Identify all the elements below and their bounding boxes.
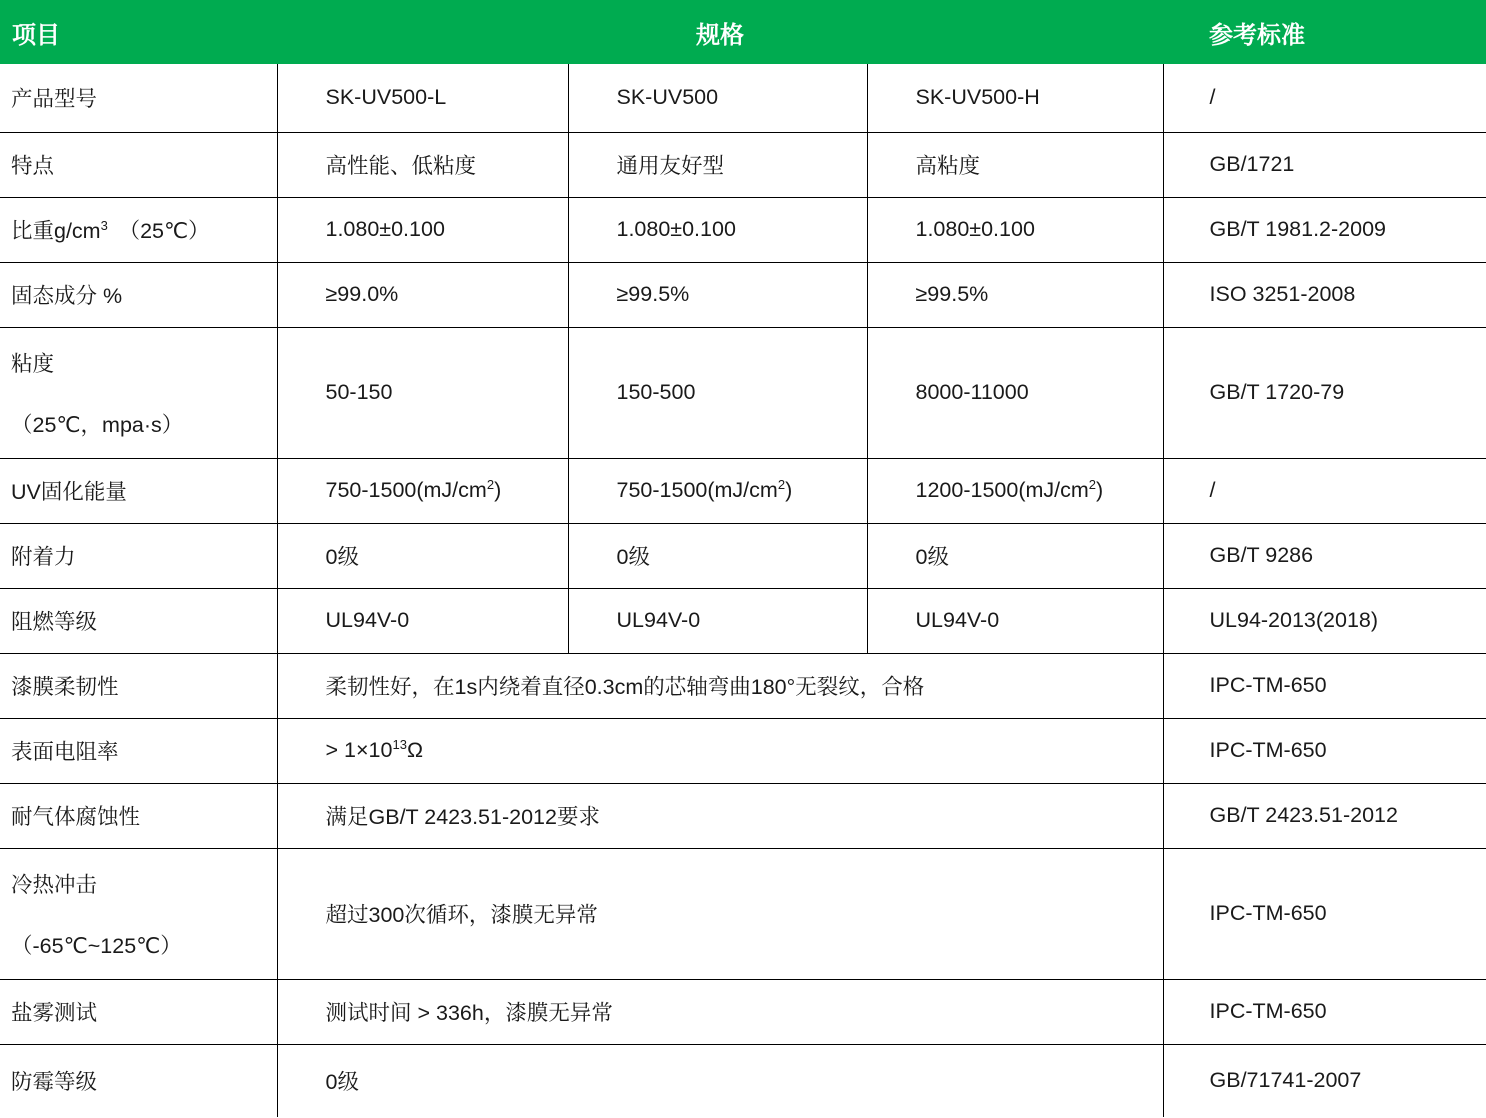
- ref-cell: GB/71741-2007: [1209, 1068, 1362, 1093]
- row-label: 防霉等级: [0, 1044, 277, 1117]
- spec-cell: 8000-11000: [867, 327, 1163, 458]
- spec-cell: [867, 458, 1163, 523]
- spec-cell: 0级: [867, 523, 1163, 588]
- spec-cell: 1.080±0.100: [277, 197, 568, 262]
- spec-cell: [277, 458, 568, 523]
- merged-spec-cell: 测试时间 > 336h，漆膜无异常: [277, 979, 1163, 1044]
- sup-exponent: 2: [777, 476, 786, 492]
- merged-spec-cell: [277, 718, 1163, 783]
- ref-cell: GB/T 9286: [1163, 523, 1486, 588]
- ref-cell: GB/1721: [1163, 132, 1486, 197]
- spec-cell: 1.080±0.100: [867, 197, 1163, 262]
- cell-text: 1200-1500(mJ/cm: [915, 478, 1089, 502]
- merged-spec-cell: 0级: [277, 1044, 1163, 1117]
- row-label: [0, 327, 277, 458]
- spec-cell: UL94V-0: [277, 588, 568, 653]
- cell-text: Ω: [406, 738, 424, 762]
- spec-cell: UL94V-0: [867, 588, 1163, 653]
- ref-cell: /: [1163, 64, 1486, 132]
- row-label: 阻燃等级: [0, 588, 277, 653]
- row-label: 表面电阻率: [0, 718, 277, 783]
- ref-cell: /: [1163, 458, 1486, 523]
- row-label: [0, 848, 277, 979]
- row-label: 盐雾测试: [0, 979, 277, 1044]
- header-item: 项目: [0, 0, 277, 64]
- spec-cell: ≥99.5%: [568, 262, 867, 327]
- row-film-flexibility: [0, 653, 1486, 718]
- spec-cell: 高性能、低粘度: [277, 132, 568, 197]
- label-line-2: （-65℃~125℃）: [11, 933, 182, 958]
- row-specific-gravity: [0, 197, 1486, 262]
- row-surface-resistivity: [0, 718, 1486, 783]
- sup-exponent: 2: [1088, 476, 1097, 492]
- cell-text: 750-1500(mJ/cm: [616, 478, 778, 502]
- spec-cell: 1.080±0.100: [568, 197, 867, 262]
- spec-cell: 0级: [568, 523, 867, 588]
- merged-spec-cell: 满足GB/T 2423.51-2012要求: [277, 783, 1163, 848]
- row-salt-spray: [0, 979, 1486, 1044]
- header-standard: 参考标准: [1163, 0, 1486, 64]
- cell-text: ): [1096, 478, 1104, 502]
- row-label: 附着力: [0, 523, 277, 588]
- cell-text: 750-1500(mJ/cm: [325, 478, 487, 502]
- header-row: [0, 0, 1486, 64]
- cell-text: ): [494, 478, 502, 502]
- label-text: 比重g/cm: [11, 219, 101, 243]
- ref-cell: GB/T 2423.51-2012: [1163, 783, 1486, 848]
- ref-cell: GB/T 1720-79: [1163, 327, 1486, 458]
- spec-cell: [568, 458, 867, 523]
- row-label: 特点: [0, 132, 277, 197]
- spec-cell: SK-UV500: [568, 64, 867, 132]
- row-uv-cure-energy: [0, 458, 1486, 523]
- sup-exponent: 13: [392, 736, 407, 752]
- sup-exponent: 3: [100, 217, 108, 233]
- spec-cell: 150-500: [568, 327, 867, 458]
- header-spec: 规格: [277, 0, 1163, 64]
- row-flame-rating: [0, 588, 1486, 653]
- row-adhesion: [0, 523, 1486, 588]
- ref-cell: UL94-2013(2018): [1163, 588, 1486, 653]
- spec-cell: ≥99.0%: [277, 262, 568, 327]
- label-line-1: 粘度: [11, 351, 55, 376]
- merged-spec-cell: 柔韧性好，在1s内绕着直径0.3cm的芯轴弯曲180°无裂纹，合格: [277, 653, 1163, 718]
- ref-cell: IPC-TM-650: [1163, 979, 1486, 1044]
- ref-cell: IPC-TM-650: [1163, 653, 1486, 718]
- ref-cell: IPC-TM-650: [1163, 718, 1486, 783]
- label-line-2: （25℃，mpa·s）: [11, 412, 184, 437]
- ref-cell: ISO 3251-2008: [1163, 262, 1486, 327]
- spec-cell: ≥99.5%: [867, 262, 1163, 327]
- row-label: 固态成分 %: [0, 262, 277, 327]
- row-label: 产品型号: [0, 64, 277, 132]
- row-thermal-shock: [0, 848, 1486, 979]
- row-label: 漆膜柔韧性: [0, 653, 277, 718]
- row-solid-content: [0, 262, 1486, 327]
- row-features: [0, 132, 1486, 197]
- spec-cell: 0级: [277, 523, 568, 588]
- sup-exponent: 2: [486, 476, 495, 492]
- row-label: UV固化能量: [0, 458, 277, 523]
- spec-cell: SK-UV500-L: [277, 64, 568, 132]
- label-line-1: 冷热冲击: [11, 872, 98, 897]
- spec-cell: SK-UV500-H: [867, 64, 1163, 132]
- row-viscosity: [0, 327, 1486, 458]
- spec-cell: 通用友好型: [568, 132, 867, 197]
- merged-spec-cell: 超过300次循环，漆膜无异常: [277, 848, 1163, 979]
- row-label: [0, 197, 277, 262]
- row-label: 耐气体腐蚀性: [0, 783, 277, 848]
- cell-text: > 1×10: [325, 738, 393, 762]
- spec-cell: UL94V-0: [568, 588, 867, 653]
- row-mildew-rating: [0, 1044, 1486, 1117]
- spec-cell: 50-150: [277, 327, 568, 458]
- spec-cell: 高粘度: [867, 132, 1163, 197]
- ref-cell: IPC-TM-650: [1163, 848, 1486, 979]
- row-product-model: [0, 64, 1486, 132]
- cell-text: ): [785, 478, 793, 502]
- label-text: （25℃）: [107, 219, 210, 243]
- row-gas-corrosion: [0, 783, 1486, 848]
- ref-cell: GB/T 1981.2-2009: [1163, 197, 1486, 262]
